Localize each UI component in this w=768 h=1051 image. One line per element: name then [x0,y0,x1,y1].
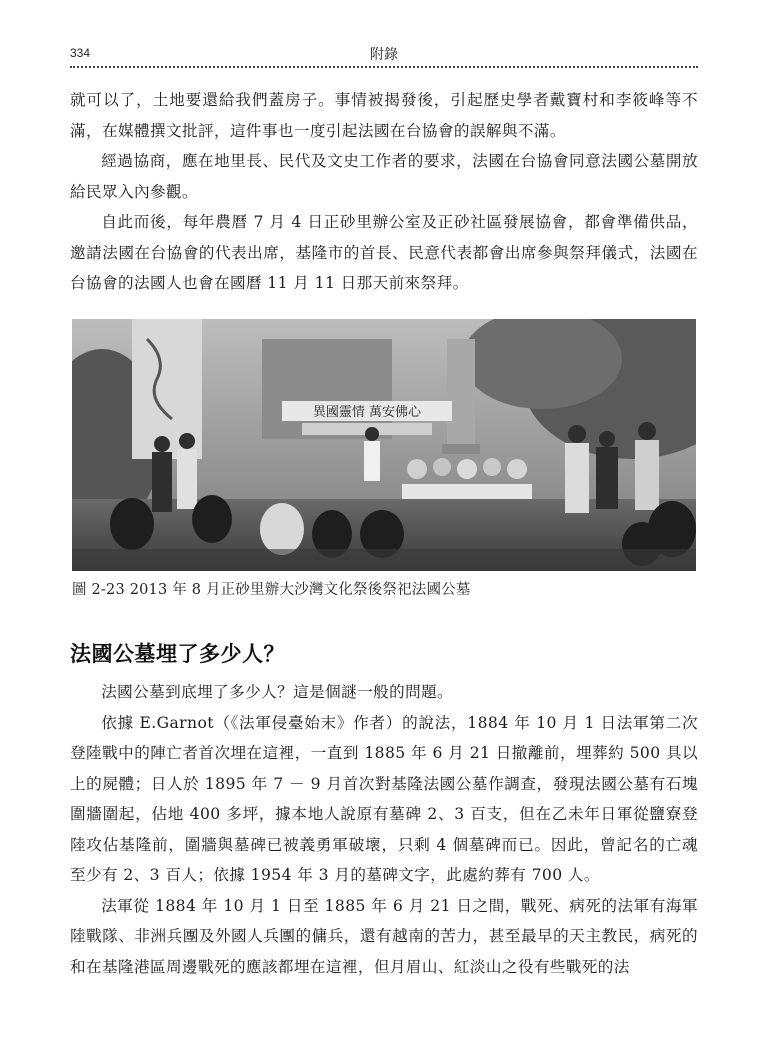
page-number: 334 [70,46,91,60]
header-rule [70,66,698,68]
figure-caption: 圖 2-23 2013 年 8 月正砂里辦大沙灣文化祭後祭祀法國公墓 [72,582,471,598]
paragraph: 自此而後，每年農曆 7 月 4 日正砂里辦公室及正砂社區發展協會，都會準備供品，邀請法國在台協會的代表出席，基隆市的首長、民意代表都會出席參與祭拜儀式，法國在台協會的法國人也會在國曆 11 月 11 日那天前來祭拜。 [70,213,698,292]
body-text-top [70,85,698,299]
section-heading: 法國公墓埋了多少人？ [70,641,285,666]
paragraph: 就可以了，土地要還給我們蓋房子。事情被揭發後，引起歷史學者戴寶村和李筱峰等不滿，在媒體撰文批評，這件事也一度引起法國在台協會的誤解與不滿。 [70,91,698,140]
running-title: 附錄 [370,47,398,63]
paragraph: 依據 E.Garnot（《法軍侵臺始末》作者）的說法，1884 年 10 月 1 日法軍第二次登陸戰中的陣亡者首次埋在這裡，一直到 1885 年 6 月 21 日撤離前，埋葬約 500 具以上的屍體；日人於 1895 年 7 － 9 月首次對基隆法國公墓作調查，發現法國公墓有石塊圍牆圍起，佔地 400 多坪，據本地人說原有墓碑 2、3 百支，但在乙未年日軍從鹽寮登陸攻佔基隆前，圍牆與墓碑已被義勇軍破壞，只剩 4 個墓碑而已。因此，曾記名的亡魂至少有 2、3 百人；依據 1954 年 3 月的墓碑文字，此處約葬有 700 人。 [70,713,698,884]
paragraph: 經過協商，應在地里長、民代及文史工作者的要求，法國在台協會同意法國公墓開放給民眾入內參觀。 [70,152,698,201]
paragraph: 法國公墓到底埋了多少人？這是個謎一般的問題。 [101,683,454,701]
page-header [70,44,698,68]
banner-text: 異國靈情 萬安佛心 [312,405,422,420]
ceremony-photo [72,319,696,571]
body-text-bottom [70,677,698,982]
paragraph: 法軍從 1884 年 10 月 1 日至 1885 年 6 月 21 日之間，戰死、病死的法軍有海軍陸戰隊、非洲兵團及外國人兵團的傭兵，還有越南的苦力，甚至最早的天主教民，病死的和在基隆港區周邊戰死的應該都埋在這裡，但月眉山、紅淡山之役有些戰死的法 [70,896,698,976]
